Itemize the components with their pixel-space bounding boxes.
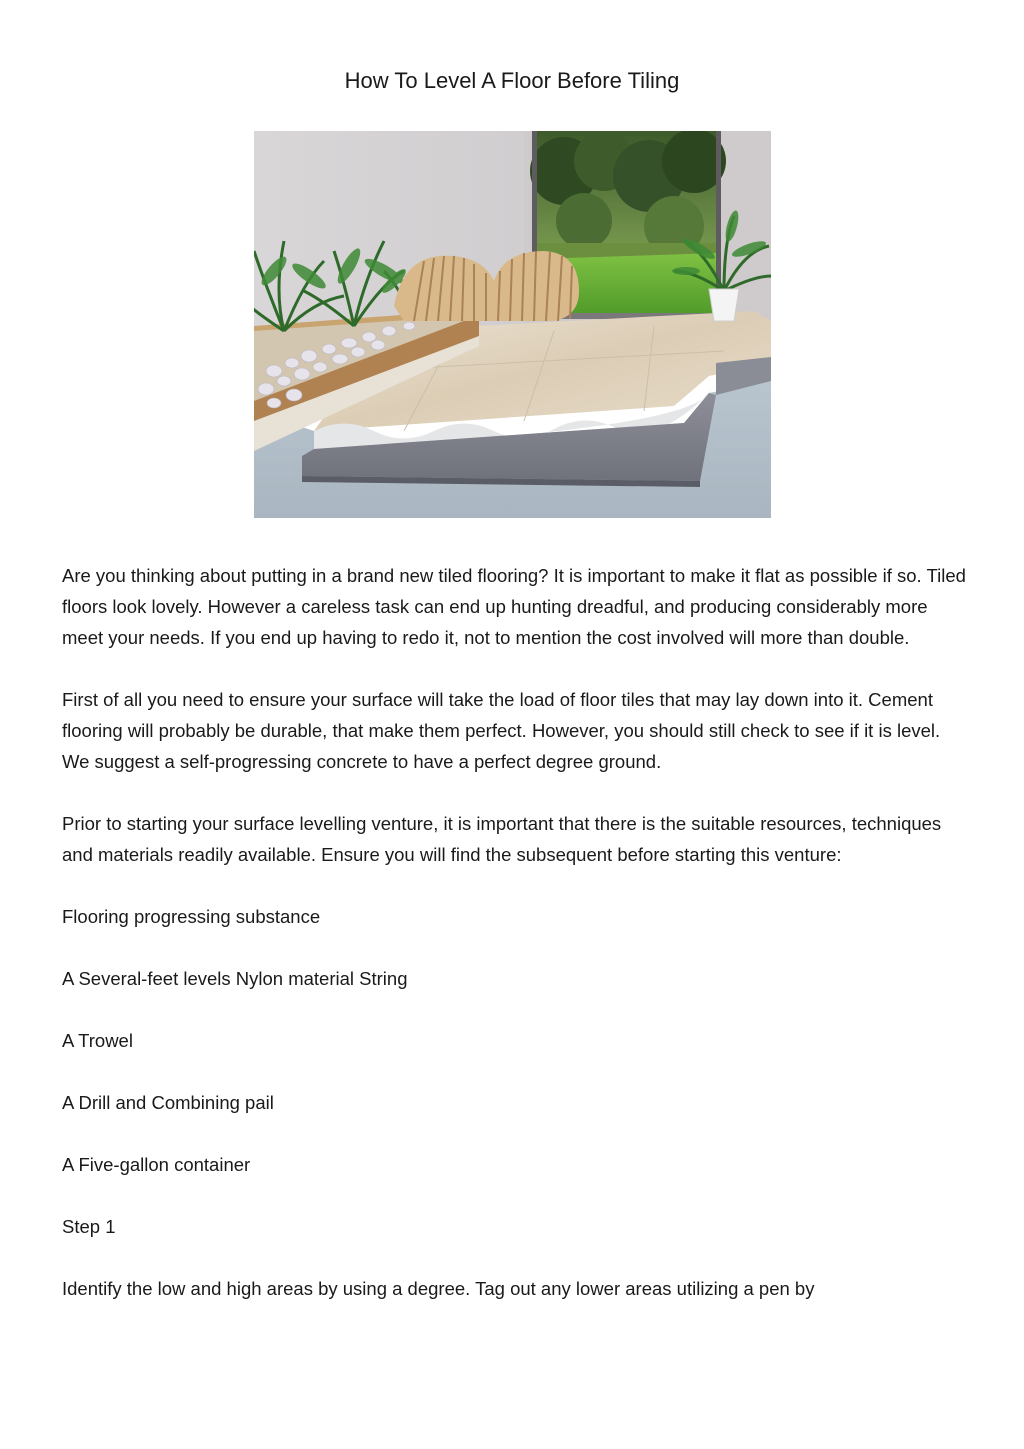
article-body <box>62 560 972 1335</box>
step-1-paragraph: Identify the low and high areas by using a degree. Tag out any lower areas utilizing a pen by <box>62 1278 815 1299</box>
intro-paragraph: Are you thinking about putting in a brand new tiled flooring? It is important to make it flat as possible if so. Tiled floors look lovely. However a careless task can end up hunting dreadful, and producing considerably more meet your needs. If you end up having to redo it, not to mention the cost involved will more than double. <box>62 565 966 648</box>
paragraph-surface-load: First of all you need to ensure your surface will take the load of floor tiles that may lay down into it. Cement flooring will probably be durable, that make them perfect. However, you should still check to see if it is level. We suggest a self-progressing concrete to have a perfect degree ground. <box>62 689 941 772</box>
paragraph-prerequisites: Prior to starting your surface levelling venture, it is important that there is the suitable resources, techniques and materials readily available. Ensure you will find the subsequent before starting this venture: <box>62 813 942 865</box>
list-item: A Several-feet levels Nylon material String <box>62 968 408 989</box>
list-item: Flooring progressing substance <box>62 906 321 927</box>
hero-image <box>254 131 771 518</box>
list-item: A Drill and Combining pail <box>62 1092 274 1113</box>
interior-tiled-floor-photo <box>254 131 771 518</box>
list-item: A Trowel <box>62 1030 133 1051</box>
page-title: How To Level A Floor Before Tiling <box>344 68 680 93</box>
list-item: A Five-gallon container <box>62 1154 251 1175</box>
step-heading: Step 1 <box>62 1216 116 1237</box>
